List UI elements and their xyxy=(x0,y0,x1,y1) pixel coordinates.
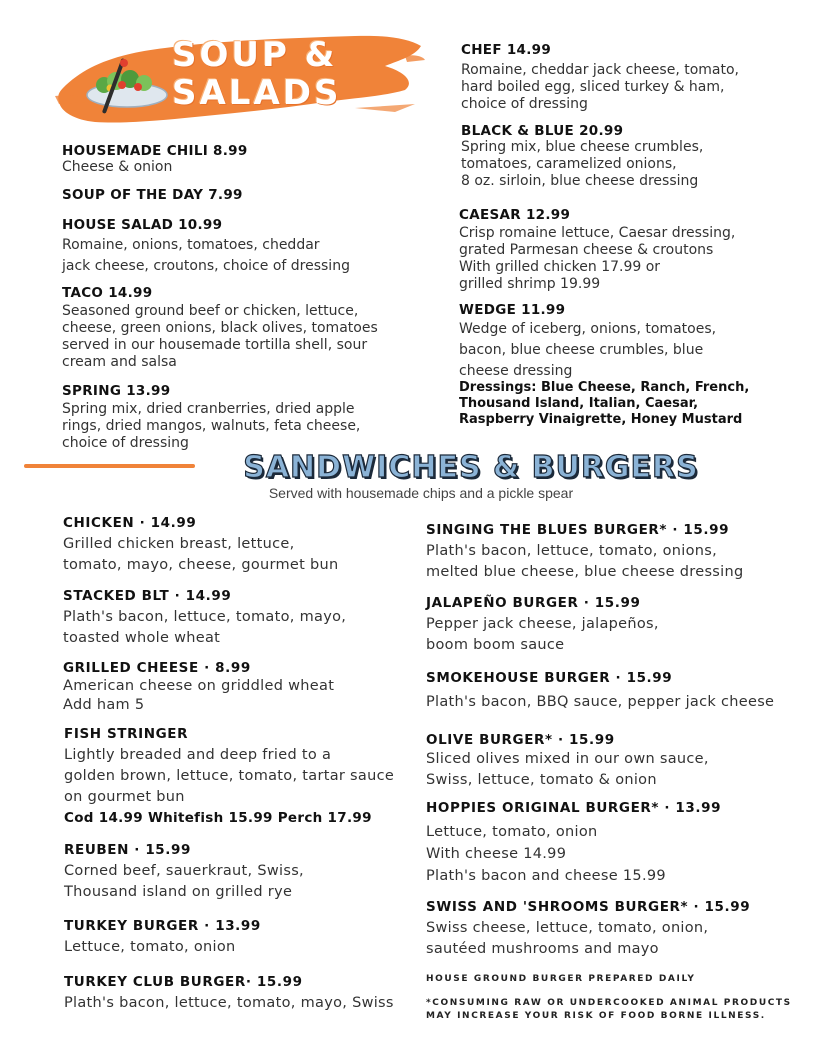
item-desc: Swiss cheese, lettuce, tomato, onion, xyxy=(426,920,709,936)
item-desc: Crisp romaine lettuce, Caesar dressing, xyxy=(459,225,736,241)
item-desc: tomato, mayo, cheese, gourmet bun xyxy=(63,557,339,573)
item-desc: American cheese on griddled wheat xyxy=(63,678,335,694)
menu-item-housemade-chili xyxy=(62,143,422,176)
item-name: HOUSE SALAD 10.99 xyxy=(62,217,223,233)
dressings-line: Thousand Island, Italian, Caesar, xyxy=(459,396,699,411)
menu-item-soup-of-the-day xyxy=(62,187,422,203)
item-name: TURKEY BURGER · 13.99 xyxy=(64,918,261,934)
item-desc: Lettuce, tomato, onion xyxy=(64,939,236,955)
item-desc: With grilled chicken 17.99 or xyxy=(459,259,661,275)
item-desc: Plath's bacon, lettuce, tomato, mayo, xyxy=(63,609,347,625)
disclaimer-line: *CONSUMING RAW OR UNDERCOOKED ANIMAL PRODUCTS xyxy=(426,998,792,1008)
item-name: TACO 14.99 xyxy=(62,285,153,301)
menu-item-hoppies-original-burger xyxy=(426,800,796,887)
dressings-list xyxy=(459,380,799,428)
item-desc: tomatoes, caramelized onions, xyxy=(461,156,677,172)
fish-prices: Cod 14.99 Whitefish 15.99 Perch 17.99 xyxy=(64,810,372,826)
item-name: JALAPEÑO BURGER · 15.99 xyxy=(426,595,641,611)
item-desc: cream and salsa xyxy=(62,354,177,370)
item-desc: cheese, green onions, black olives, tomatoes xyxy=(62,320,378,336)
item-desc: sautéed mushrooms and mayo xyxy=(426,941,659,957)
menu-item-olive-burger xyxy=(426,732,796,791)
menu-item-turkey-burger xyxy=(64,918,414,958)
section-title-soup: SOUP & xyxy=(172,35,338,75)
item-name: SMOKEHOUSE BURGER · 15.99 xyxy=(426,670,673,686)
item-desc: Lightly breaded and deep fried to a xyxy=(64,747,332,763)
item-desc: Grilled chicken breast, lettuce, xyxy=(63,536,295,552)
item-desc: hard boiled egg, sliced turkey & ham, xyxy=(461,79,725,95)
item-name: SINGING THE BLUES BURGER* · 15.99 xyxy=(426,522,730,538)
food-safety-disclaimer xyxy=(426,997,811,1023)
menu-item-singing-the-blues-burger xyxy=(426,522,796,583)
item-desc: Spring mix, dried cranberries, dried apple xyxy=(62,401,355,417)
item-desc: choice of dressing xyxy=(461,96,588,112)
item-name: STACKED BLT · 14.99 xyxy=(63,588,232,604)
item-name: FISH STRINGER xyxy=(64,726,189,742)
item-desc: toasted whole wheat xyxy=(63,630,221,646)
menu-item-wedge xyxy=(459,302,789,382)
item-desc: Spring mix, blue cheese crumbles, xyxy=(461,139,704,155)
item-desc: melted blue cheese, blue cheese dressing xyxy=(426,564,744,580)
item-desc: Wedge of iceberg, onions, tomatoes, xyxy=(459,321,717,337)
menu-item-spring xyxy=(62,383,432,452)
item-name: CAESAR 12.99 xyxy=(459,207,571,223)
item-desc: With cheese 14.99 xyxy=(426,846,567,862)
item-desc: Sliced olives mixed in our own sauce, xyxy=(426,751,709,767)
item-desc: served in our housemade tortilla shell, sour xyxy=(62,337,368,353)
menu-item-smokehouse-burger xyxy=(426,670,796,713)
item-desc: Corned beef, sauerkraut, Swiss, xyxy=(64,863,304,879)
item-name: HOUSEMADE CHILI 8.99 xyxy=(62,143,248,159)
item-name: TURKEY CLUB BURGER· 15.99 xyxy=(64,974,303,990)
item-desc: choice of dressing xyxy=(62,435,189,451)
item-name: GRILLED CHEESE · 8.99 xyxy=(63,660,251,676)
salad-bowl-icon xyxy=(82,55,172,117)
item-name: OLIVE BURGER* · 15.99 xyxy=(426,732,615,748)
item-desc: bacon, blue cheese crumbles, blue xyxy=(459,342,704,358)
item-desc: grilled shrimp 19.99 xyxy=(459,276,601,292)
section-subtitle: Served with housemade chips and a pickle spear xyxy=(268,485,574,501)
house-ground-note: HOUSE GROUND BURGER PREPARED DAILY xyxy=(426,974,696,984)
orange-divider xyxy=(24,464,195,468)
menu-item-grilled-cheese xyxy=(63,660,413,715)
section-title-sandwiches-burgers: SANDWICHES & BURGERS xyxy=(243,450,699,485)
item-desc: Seasoned ground beef or chicken, lettuce, xyxy=(62,303,359,319)
item-name: WEDGE 11.99 xyxy=(459,302,566,318)
menu-item-swiss-and-shrooms-burger xyxy=(426,899,796,960)
disclaimer-line: MAY INCREASE YOUR RISK OF FOOD BORNE ILLNESS. xyxy=(426,1011,766,1021)
item-desc: Cheese & onion xyxy=(62,159,173,175)
item-name: CHEF 14.99 xyxy=(461,42,552,58)
section-title-salads: SALADS xyxy=(172,73,342,113)
item-name: HOPPIES ORIGINAL BURGER* · 13.99 xyxy=(426,800,722,816)
item-desc: Thousand island on grilled rye xyxy=(64,884,293,900)
item-desc: Pepper jack cheese, jalapeños, xyxy=(426,616,659,632)
item-desc: jack cheese, croutons, choice of dressing xyxy=(62,258,350,274)
menu-item-black-and-blue xyxy=(461,123,791,190)
menu-item-jalapeno-burger xyxy=(426,595,796,656)
item-name: SWISS AND 'SHROOMS BURGER* · 15.99 xyxy=(426,899,751,915)
item-name: CHICKEN · 14.99 xyxy=(63,515,197,531)
menu-item-turkey-club-burger xyxy=(64,974,414,1014)
item-desc: Plath's bacon, lettuce, tomato, mayo, Swiss xyxy=(64,995,394,1011)
item-desc: Plath's bacon, lettuce, tomato, onions, xyxy=(426,543,718,559)
item-desc: Romaine, cheddar jack cheese, tomato, xyxy=(461,62,740,78)
item-desc: Swiss, lettuce, tomato & onion xyxy=(426,772,657,788)
dressings-line: Dressings: Blue Cheese, Ranch, French, xyxy=(459,380,750,395)
menu-item-taco xyxy=(62,285,432,371)
item-desc: grated Parmesan cheese & croutons xyxy=(459,242,714,258)
item-name: SOUP OF THE DAY 7.99 xyxy=(62,187,243,203)
item-desc: Add ham 5 xyxy=(63,697,145,713)
item-desc: 8 oz. sirloin, blue cheese dressing xyxy=(461,173,699,189)
item-desc: Romaine, onions, tomatoes, cheddar xyxy=(62,237,320,253)
item-name: SPRING 13.99 xyxy=(62,383,171,399)
menu-item-reuben xyxy=(64,842,414,903)
item-desc: cheese dressing xyxy=(459,363,573,379)
dressings-line: Raspberry Vinaigrette, Honey Mustard xyxy=(459,412,743,427)
item-name: REUBEN · 15.99 xyxy=(64,842,192,858)
item-desc: Lettuce, tomato, onion xyxy=(426,824,598,840)
item-desc: on gourmet bun xyxy=(64,789,185,805)
menu-item-chef xyxy=(461,42,791,113)
item-desc: rings, dried mangos, walnuts, feta cheese, xyxy=(62,418,361,434)
menu-item-caesar xyxy=(459,207,789,293)
menu-item-house-salad xyxy=(62,217,432,277)
item-desc: golden brown, lettuce, tomato, tartar sauce xyxy=(64,768,395,784)
menu-item-stacked-blt xyxy=(63,588,413,649)
menu-item-fish-stringer xyxy=(64,726,419,829)
item-desc: Plath's bacon and cheese 15.99 xyxy=(426,868,666,884)
item-name: BLACK & BLUE 20.99 xyxy=(461,123,624,139)
item-desc: Plath's bacon, BBQ sauce, pepper jack cheese xyxy=(426,694,775,710)
item-desc: boom boom sauce xyxy=(426,637,565,653)
menu-item-chicken xyxy=(63,515,413,576)
